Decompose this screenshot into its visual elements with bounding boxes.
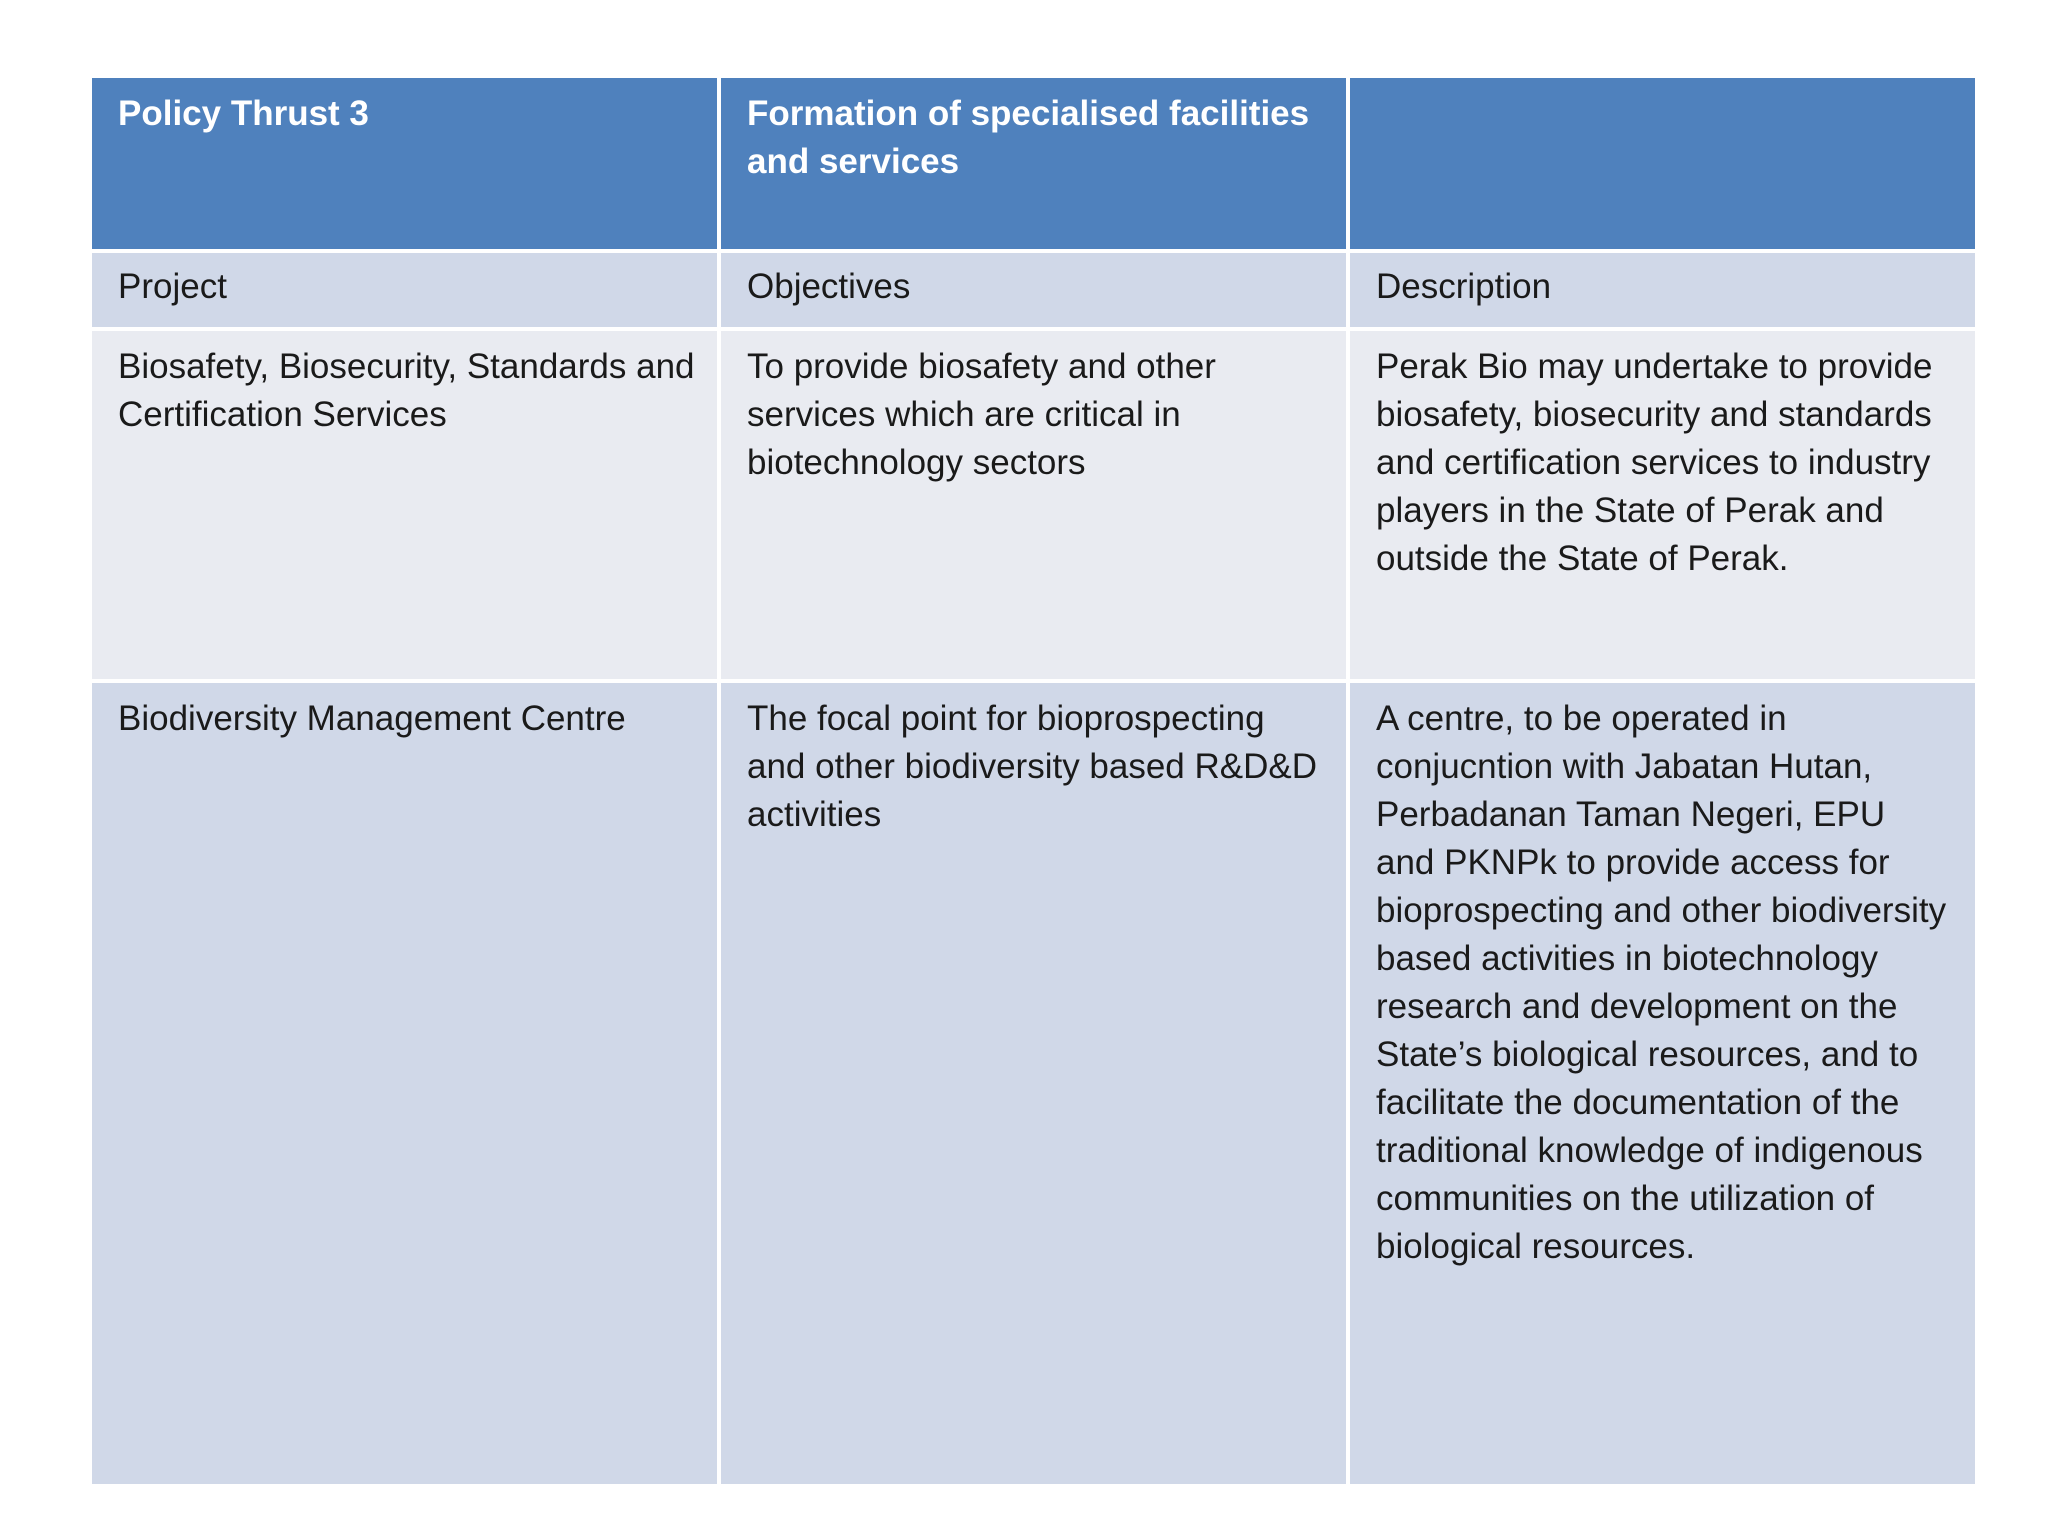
row-2-objectives: The focal point for bioprospecting and other biodiversity based R&D&D activities [721, 683, 1346, 1484]
column-header-description: Description [1350, 253, 1975, 327]
header-empty-cell [1350, 78, 1975, 249]
row-1-project: Biosafety, Biosecurity, Standards and Certification Services [92, 331, 717, 679]
header-thrust-title: Formation of specialised facilities and services [721, 78, 1346, 249]
row-2-description: A centre, to be operated in conjucntion with Jabatan Hutan, Perbadanan Taman Negeri, EPU and PKNPk to provide access for bioprospecting and other biodiversity based activities in biotechnology research and development on the State’s biological resources, and to facilitate the documentation of the traditional knowledge of indigenous communities on the utilization of biological resources. [1350, 683, 1975, 1484]
row-1-objectives: To provide biosafety and other services which are critical in biotechnology sectors [721, 331, 1346, 679]
column-header-objectives: Objectives [721, 253, 1346, 327]
row-1-description: Perak Bio may undertake to provide biosafety, biosecurity and standards and certification services to industry players in the State of Perak and outside the State of Perak. [1350, 331, 1975, 679]
header-policy-thrust: Policy Thrust 3 [92, 78, 717, 249]
policy-table [92, 78, 1976, 1488]
column-header-project: Project [92, 253, 717, 327]
row-2-project: Biodiversity Management Centre [92, 683, 717, 1484]
